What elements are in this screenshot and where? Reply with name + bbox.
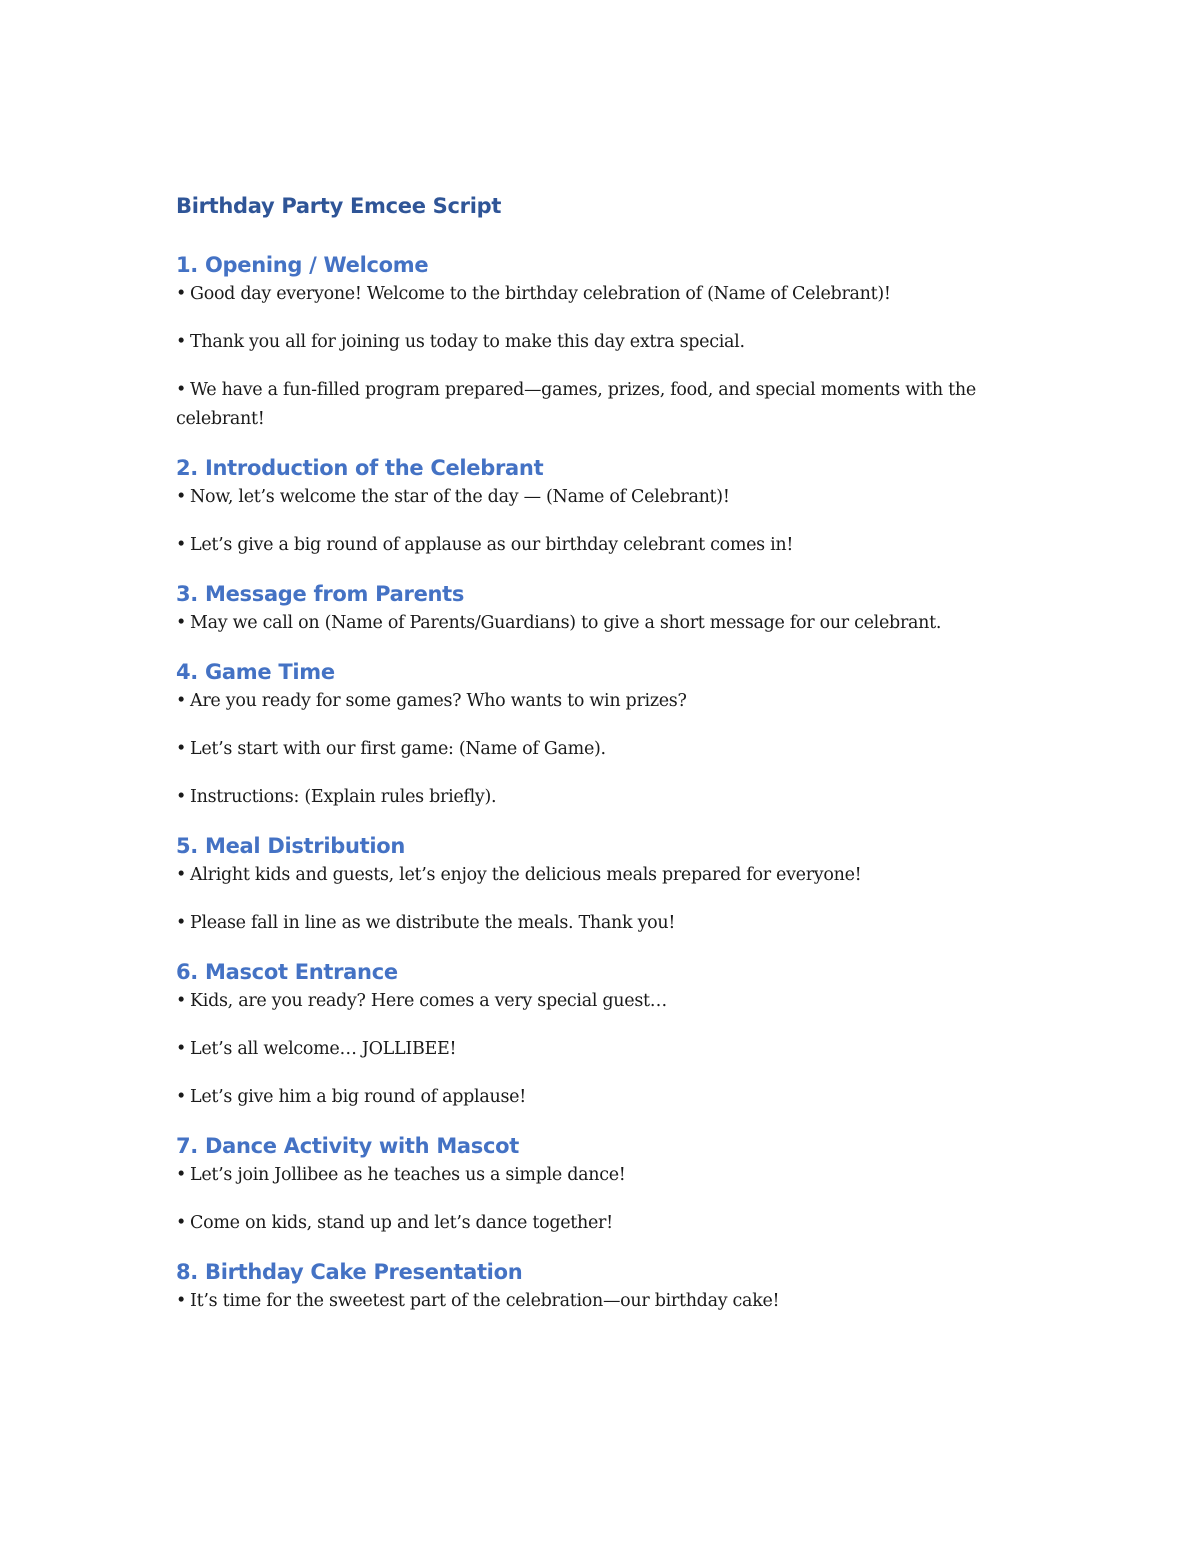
section-heading: 2. Introduction of the Celebrant [176,456,544,480]
bullet-text: Let’s give him a big round of applause! [190,1087,526,1107]
bullet-glyph: • [176,284,187,304]
section-heading: 7. Dance Activity with Mascot [176,1134,519,1158]
bullet-text: Good day everyone! Welcome to the birthday celebration of (Name of Celebrant)! [190,284,891,304]
section-4 [176,657,1016,812]
bullet-glyph: • [176,913,187,933]
section-1 [176,250,1016,434]
bullet-text: Are you ready for some games? Who wants to win prizes? [190,691,687,711]
bullet-glyph: • [176,487,187,507]
section-heading: 5. Meal Distribution [176,834,406,858]
bullet-item [176,483,1016,512]
bullet-text: Let’s join Jollibee as he teaches us a simple dance! [190,1165,626,1185]
section-2 [176,453,1016,560]
bullet-text: Alright kids and guests, let’s enjoy the delicious meals prepared for everyone! [190,865,862,885]
section-3 [176,579,1016,638]
bullet-glyph: • [176,787,187,807]
bullet-item [176,531,1016,560]
bullet-text: May we call on (Name of Parents/Guardians) to give a short message for our celebrant. [190,613,942,633]
bullet-text: Instructions: (Explain rules briefly). [190,787,497,807]
bullet-text: Now, let’s welcome the star of the day — (Name of Celebrant)! [190,487,730,507]
bullet-text: Please fall in line as we distribute the meals. Thank you! [190,913,676,933]
bullet-item [176,735,1016,764]
bullet-text: Let’s start with our first game: (Name of Game). [190,739,606,759]
bullet-item [176,987,1016,1016]
bullet-glyph: • [176,1039,187,1059]
bullet-text: We have a fun-filled program prepared—games, prizes, food, and special moments with the celebrant! [176,380,976,429]
bullet-item [176,376,1016,434]
bullet-text: It’s time for the sweetest part of the celebration—our birthday cake! [190,1291,780,1311]
bullet-text: Come on kids, stand up and let’s dance together! [190,1213,613,1233]
bullet-item [176,1083,1016,1112]
section-heading: 3. Message from Parents [176,582,465,606]
bullet-text: Kids, are you ready? Here comes a very special guest… [190,991,667,1011]
bullet-glyph: • [176,1291,187,1311]
bullet-item [176,1035,1016,1064]
bullet-item [176,328,1016,357]
bullet-item [176,783,1016,812]
bullet-glyph: • [176,380,187,400]
bullet-item [176,609,1016,638]
bullet-glyph: • [176,739,187,759]
bullet-text: Thank you all for joining us today to make this day extra special. [190,332,745,352]
section-heading: 1. Opening / Welcome [176,253,429,277]
bullet-glyph: • [176,613,187,633]
bullet-item [176,861,1016,890]
bullet-item [176,280,1016,309]
sections-container [176,250,1016,1316]
section-7 [176,1131,1016,1238]
bullet-glyph: • [176,1213,187,1233]
bullet-glyph: • [176,691,187,711]
bullet-item [176,1161,1016,1190]
bullet-text: Let’s all welcome… JOLLIBEE! [190,1039,457,1059]
bullet-glyph: • [176,865,187,885]
bullet-glyph: • [176,1087,187,1107]
document-content [176,188,1016,1335]
bullet-item [176,1287,1016,1316]
section-heading: 8. Birthday Cake Presentation [176,1260,523,1284]
section-5 [176,831,1016,938]
section-heading: 4. Game Time [176,660,335,684]
bullet-item [176,909,1016,938]
section-heading: 6. Mascot Entrance [176,960,398,984]
bullet-glyph: • [176,332,187,352]
bullet-text: Let’s give a big round of applause as our birthday celebrant comes in! [190,535,794,555]
section-8 [176,1257,1016,1316]
section-6 [176,957,1016,1112]
bullet-item [176,687,1016,716]
bullet-glyph: • [176,535,187,555]
bullet-item [176,1209,1016,1238]
bullet-glyph: • [176,1165,187,1185]
document-title: Birthday Party Emcee Script [176,194,502,218]
bullet-glyph: • [176,991,187,1011]
